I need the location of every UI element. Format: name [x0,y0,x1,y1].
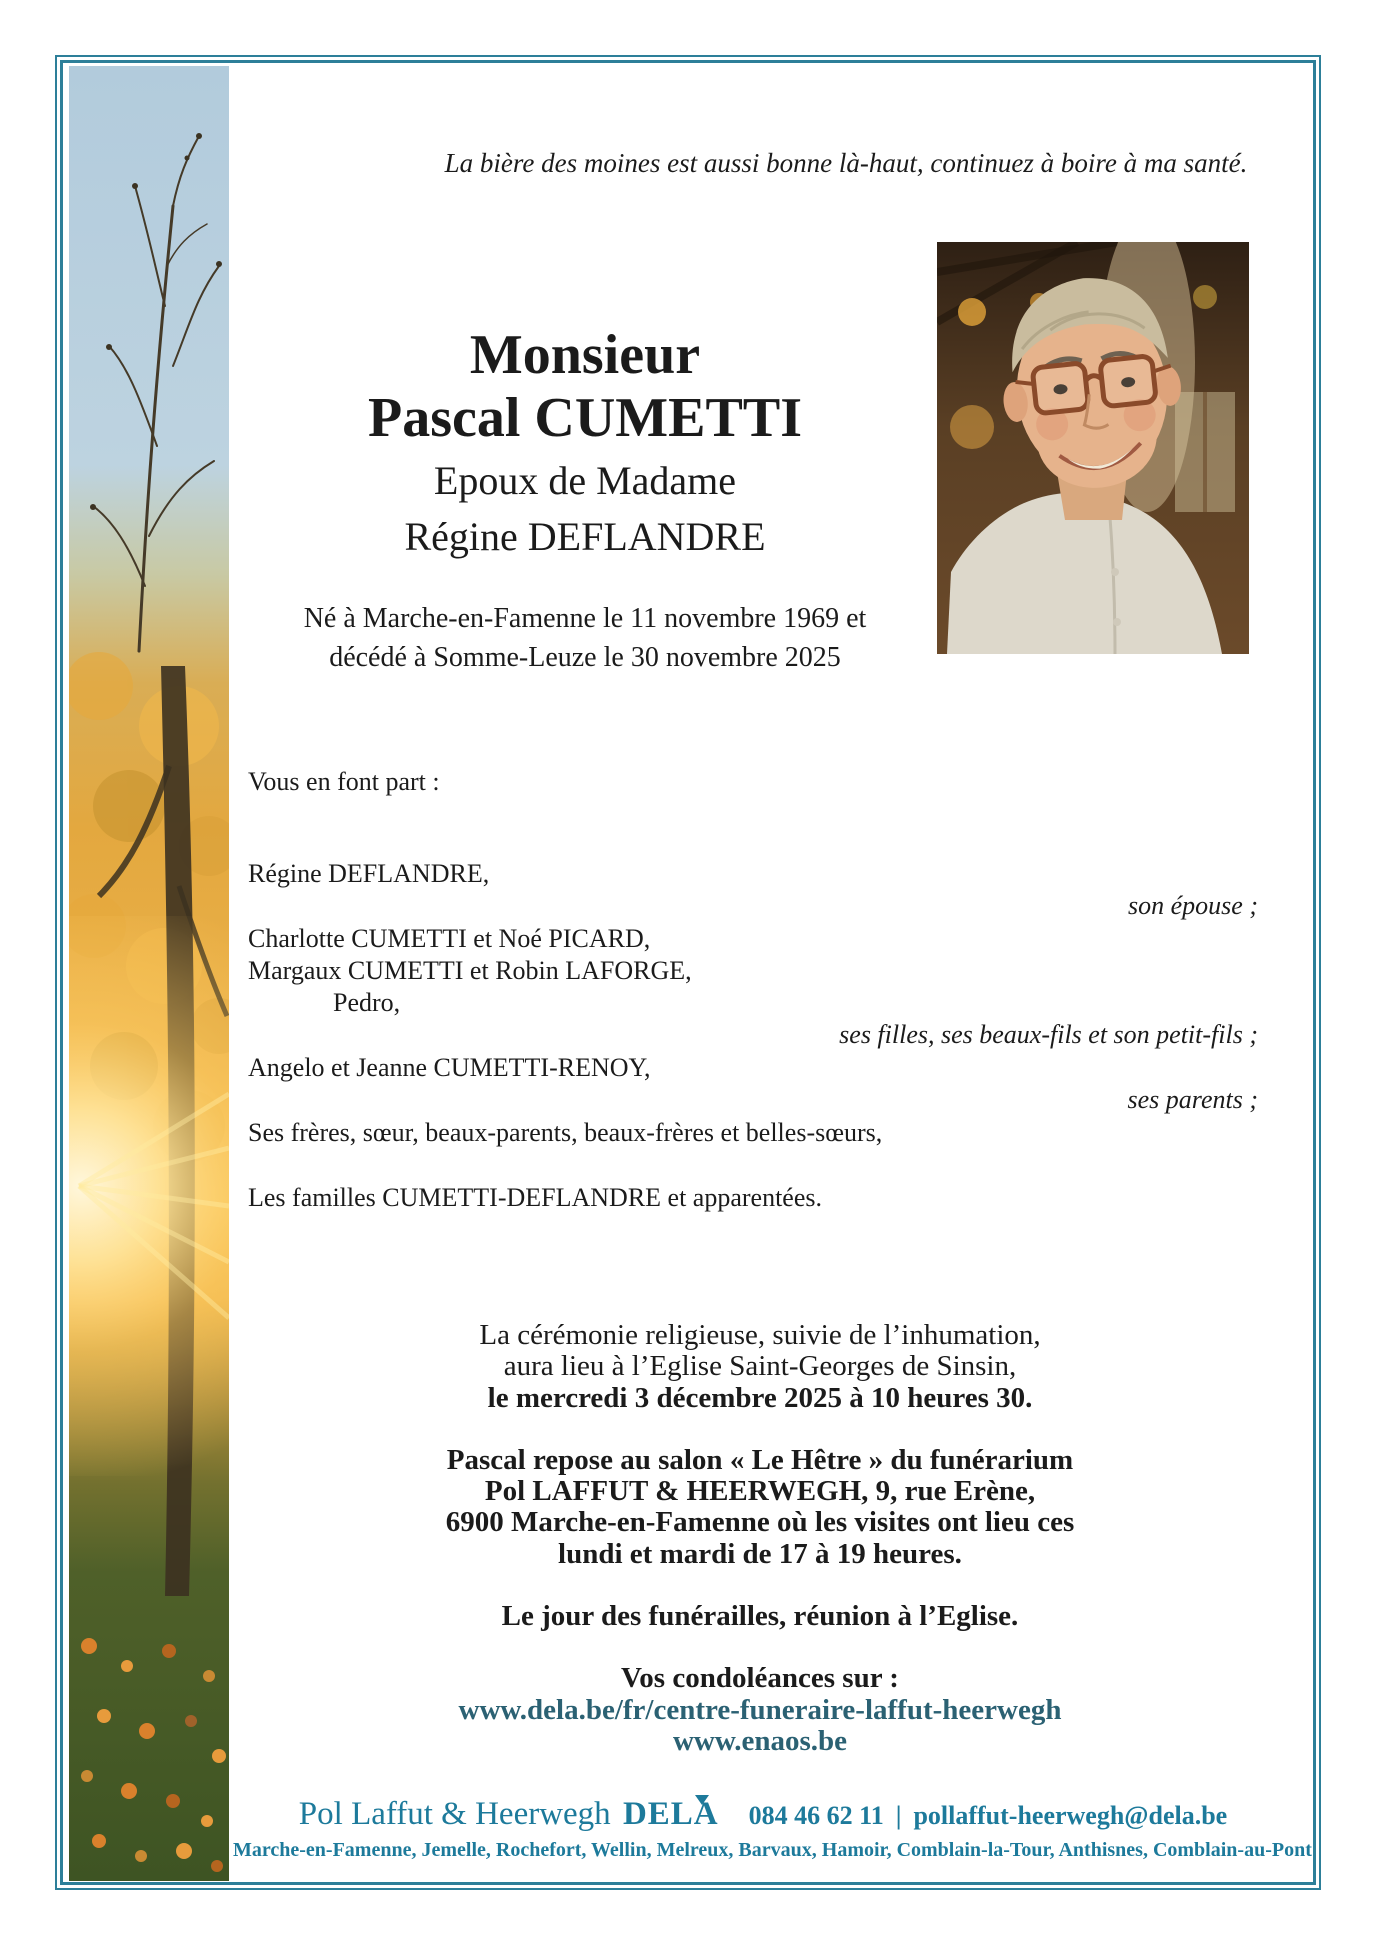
epitaph-quote: La bière des moines est aussi bonne là-haut, continuez à boire à ma santé. [444,148,1248,178]
funeral-home-footer [233,1794,1293,1840]
funeral-home-name: Pol Laffut & Heerwegh [298,1796,611,1832]
funerarium-line-4: lundi et mardi de 17 à 19 heures. [558,1538,962,1570]
condolences-link-enaos[interactable]: www.enaos.be [672,1725,847,1757]
family-line-families: Les familles CUMETTI-DEFLANDRE et apparentées. [248,1183,823,1212]
family-line-daughter1: Charlotte CUMETTI et Noé PICARD, [248,924,651,953]
funerarium-line-1: Pascal repose au salon « Le Hêtre » du funérarium [446,1444,1074,1476]
death-line: décédé à Somme-Leuze le 30 novembre 2025 [329,642,841,673]
funeral-day-line: Le jour des funérailles, réunion à l’Eglise. [501,1600,1019,1632]
autumn-tree-art [69,66,229,1881]
family-role-parents: ses parents ; [1127,1085,1258,1114]
footer-locations: Marche-en-Famenne, Jemelle, Rochefort, Wellin, Melreux, Barvaux, Hamoir, Comblain-la-Tour, Anthisnes, Comblain-au-Pont [233,1839,1312,1861]
condolences-link-dela[interactable]: www.dela.be/fr/centre-funeraire-laffut-heerwegh [458,1694,1062,1726]
spouse-prefix: Epoux de Madame [433,458,737,503]
footer-phone: 084 46 62 11 [748,1801,884,1830]
spouse-name: Régine DEFLANDRE [404,514,766,559]
condolences-label: Vos condoléances sur : [621,1662,899,1694]
dela-logo: DELA [622,1796,719,1832]
deceased-name: Pascal CUMETTI [368,387,802,449]
footer-email[interactable]: pollaffut-heerwegh@dela.be [913,1801,1228,1830]
family-line-siblings: Ses frères, sœur, beaux-parents, beaux-frères et belles-sœurs, [248,1118,883,1147]
civility: Monsieur [469,324,701,386]
family-line-spouse: Régine DEFLANDRE, [248,859,490,888]
family-role-spouse: son épouse ; [1128,891,1258,920]
birth-line: Né à Marche-en-Famenne le 11 novembre 1969 et [303,603,867,634]
autumn-tree-photo [69,66,229,1881]
announcement-intro: Vous en font part : [248,767,440,796]
family-line-parents: Angelo et Jeanne CUMETTI-RENOY, [248,1053,651,1082]
dela-logo-mark [695,1795,709,1805]
birth-death-block [235,599,935,677]
funerarium-line-3: 6900 Marche-en-Famenne où les visites ont lieu ces [445,1506,1075,1538]
ceremony-line-2: aura lieu à l’Eglise Saint-Georges de Sinsin, [503,1350,1017,1382]
family-role-children: ses filles, ses beaux-fils et son petit-fils ; [839,1020,1258,1049]
family-line-daughter2: Margaux CUMETTI et Robin LAFORGE, [248,956,692,985]
deceased-portrait-photo [937,242,1249,654]
family-line-grandson: Pedro, [333,988,401,1017]
ceremony-line-1: La cérémonie religieuse, suivie de l’inhumation, [479,1319,1041,1351]
funerarium-line-2: Pol LAFFUT & HEERWEGH, 9, rue Erène, [484,1475,1036,1507]
portrait-art [937,242,1249,654]
footer-separator: | [895,1801,902,1830]
ceremony-date: le mercredi 3 décembre 2025 à 10 heures 30. [487,1382,1033,1414]
deceased-title-block [233,324,937,562]
